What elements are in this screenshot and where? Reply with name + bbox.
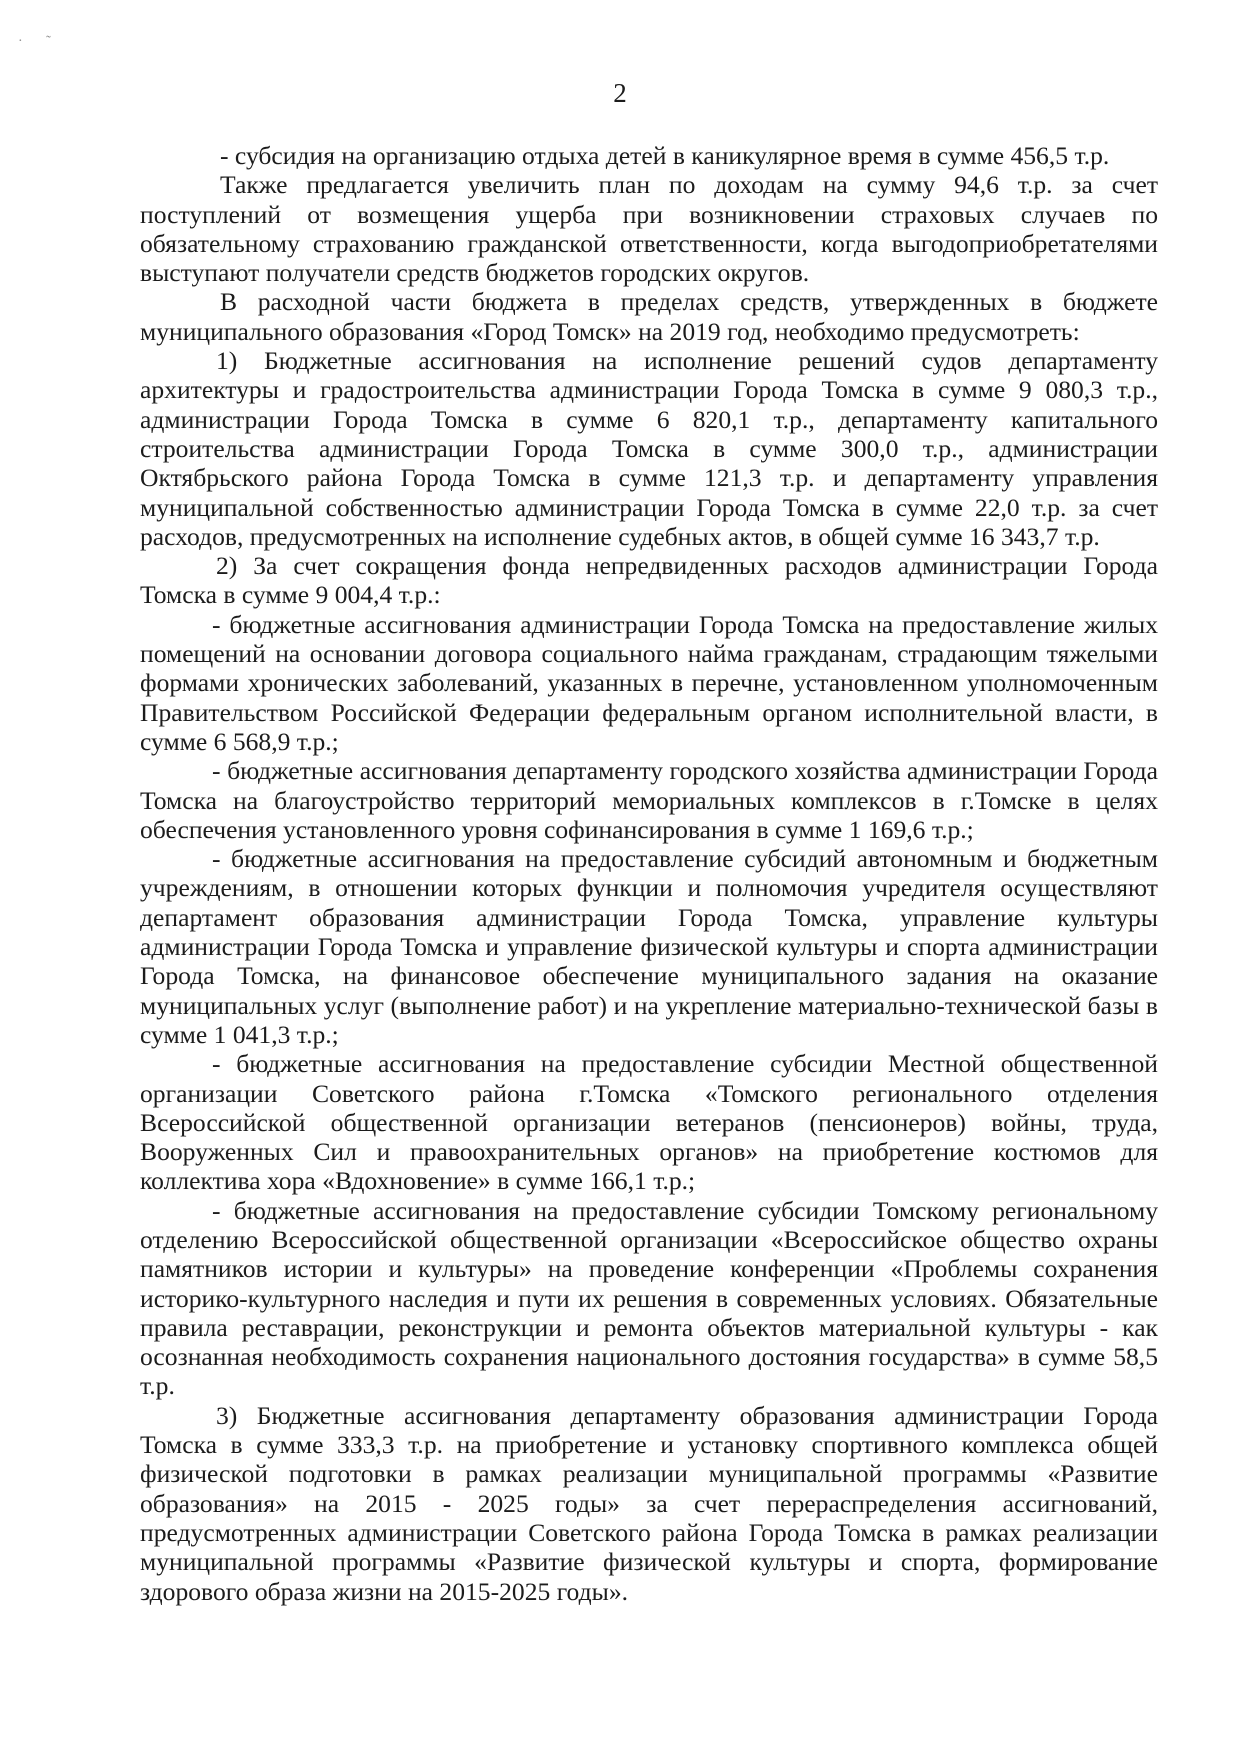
paragraph-institution-subsidies: - бюджетные ассигнования на предоставление субсидий автономным и бюджетным учреждениям, в отношении которых функции и полномочия учредителя осуществляют департамент образования администрации Города Томска, управление культуры администрации Города Томска и управление физической культуры и спорта администрации Города Томска, на финансовое обеспечение муниципального задания на оказание муниципальных услуг (выполнение работ) и на укрепление материально-технической базы в сумме 1 041,3 т.р.; <box>140 844 1158 1049</box>
paragraph-item-2-reserve-fund: 2) За счет сокращения фонда непредвиденных расходов администрации Города Томска в сумме 9 004,4 т.р.: <box>140 551 1158 610</box>
paragraph-subsidy-children-rest: - субсидия на организацию отдыха детей в каникулярное время в сумме 456,5 т.р. <box>220 141 1110 170</box>
document-body <box>140 141 1158 1606</box>
paragraph-expenditure-intro: В расходной части бюджета в пределах средств, утвержденных в бюджете муниципального образования «Город Томск» на 2019 год, необходимо предусмотреть: <box>140 287 1158 346</box>
paragraph-monuments-conference-subsidy: - бюджетные ассигнования на предоставление субсидии Томскому региональному отделению Всероссийской общественной организации «Всероссийское общество охраны памятников истории и культуры» на проведение конференции «Проблемы сохранения историко-культурного наследия и пути их решения в современных условиях. Обязательные правила реставрации, реконструкции и ремонта объектов материальной культуры - как осознанная необходимость сохранения национального достояния государства» в сумме 58,5 т.р. <box>140 1195 1158 1401</box>
paragraph-housing-provision: - бюджетные ассигнования администрации Города Томска на предоставление жилых помещений на основании договора социального найма гражданам, страдающим тяжелыми формами хронических заболеваний, указанных в перечне, установленном уполномоченным Правительством Российской Федерации федеральным органом исполнительной власти, в сумме 6 568,9 т.р.; <box>140 609 1158 756</box>
page-number: 2 <box>613 78 627 108</box>
scan-artifact: · ˜ <box>18 34 61 49</box>
paragraph-veterans-choir-subsidy: - бюджетные ассигнования на предоставление субсидии Местной общественной организации Советского района г.Томска «Томского регионального отделения Всероссийской общественной организации ветеранов (пенсионеров) войны, труда, Вооруженных Сил и правоохранительных органов» на приобретение костюмов для коллектива хора «Вдохновение» в сумме 166,1 т.р.; <box>140 1049 1158 1196</box>
paragraph-item-1-court-decisions: 1) Бюджетные ассигнования на исполнение решений судов департаменту архитектуры и градостроительства администрации Города Томска в сумме 9 080,3 т.р., администрации Города Томска в сумме 6 820,1 т.р., департаменту капитального строительства администрации Города Томска в сумме 300,0 т.р., администрации Октябрьского района Города Томска в сумме 121,3 т.р. и департаменту управления муниципальной собственностью администрации Города Томска в сумме 22,0 т.р. за счет расходов, предусмотренных на исполнение судебных актов, в общей сумме 16 343,7 т.р. <box>140 346 1158 551</box>
paragraph-income-increase: Также предлагается увеличить план по доходам на сумму 94,6 т.р. за счет поступлений от возмещения ущерба при возникновении страховых случаев по обязательному страхованию гражданской ответственности, когда выгодоприобретателями выступают получатели средств бюджетов городских округов. <box>140 170 1158 288</box>
paragraph-item-3-sports-complex: 3) Бюджетные ассигнования департаменту образования администрации Города Томска в сумме 333,3 т.р. на приобретение и установку спортивного комплекса общей физической подготовки в рамках реализации муниципальной программы «Развитие образования» на 2015 - 2025 годы» за счет перераспределения ассигнований, предусмотренных администрации Советского района Города Томска в рамках реализации муниципальной программы «Развитие физической культуры и спорта, формирование здорового образа жизни на 2015-2025 годы». <box>140 1400 1158 1606</box>
paragraph-memorial-improvement: - бюджетные ассигнования департаменту городского хозяйства администрации Города Томска на благоустройство территорий мемориальных комплексов в г.Томске в целях обеспечения установленного уровня софинансирования в сумме 1 169,6 т.р.; <box>140 756 1158 844</box>
